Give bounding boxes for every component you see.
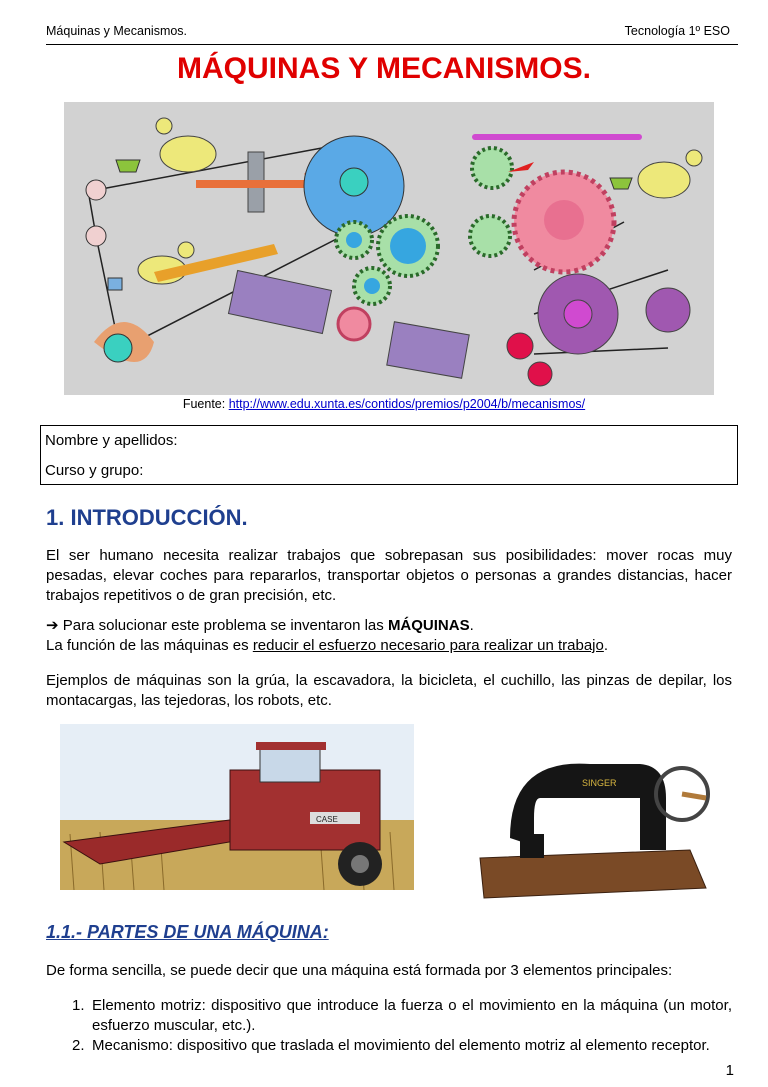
header-right: Tecnología 1º ESO — [624, 24, 730, 38]
source-link[interactable]: http://www.edu.xunta.es/contidos/premios/p2004/b/mecanismos/ — [228, 397, 586, 411]
intro-paragraph-2: ➔ Para solucionar este problema se inventaron las MÁQUINAS. — [46, 617, 474, 634]
name-label: Nombre y apellidos: — [45, 432, 178, 449]
page-title: MÁQUINAS Y MECANISMOS. — [177, 52, 591, 85]
student-info-box — [40, 425, 738, 485]
intro-paragraph-1: El ser humano necesita realizar trabajos que sobrepasan sus posibilidades: mover rocas muy pesadas, elevar coches para repararlos, transportar objetos o personas a grandes distancias, hacer trabajos repetitivos o de gran precisión, etc. — [46, 547, 732, 604]
sewing-brand: SINGER — [582, 778, 617, 788]
harvester-brand: CASE — [316, 815, 338, 824]
intro-paragraph-4: Ejemplos de máquinas son la grúa, la escavadora, la bicicleta, el cuchillo, las pinzas de depilar, los montacargas, las tejedoras, los robots, etc. — [46, 672, 732, 709]
mechanisms-illustration — [64, 102, 714, 395]
arrow-icon: ➔ — [46, 617, 59, 634]
sewing-machine-image — [470, 738, 716, 904]
header-divider — [46, 44, 738, 45]
combine-harvester-image — [60, 724, 414, 890]
intro-paragraph-3: La función de las máquinas es reducir el esfuerzo necesario para realizar un trabajo. — [46, 637, 609, 654]
parts-intro: De forma sencilla, se puede decir que una máquina está formada por 3 elementos principales: — [46, 962, 673, 979]
header-left: Máquinas y Mecanismos. — [46, 24, 188, 38]
source-label: Fuente: — [182, 397, 226, 411]
section-heading-parts: 1.1.- PARTES DE UNA MÁQUINA: — [46, 922, 329, 942]
list-item: 2. Mecanismo: dispositivo que traslada el movimiento del elemento motriz al elemento receptor. — [72, 1037, 710, 1054]
figure-source — [0, 397, 768, 411]
group-label: Curso y grupo: — [45, 462, 144, 479]
section-heading-introduction: 1. INTRODUCCIÓN. — [46, 505, 248, 530]
list-item: 1. Elemento motriz: dispositivo que introduce la fuerza o el movimiento en la máquina (un motor, esfuerzo muscular, etc.). — [72, 997, 732, 1034]
page-number: 1 — [725, 1062, 734, 1079]
